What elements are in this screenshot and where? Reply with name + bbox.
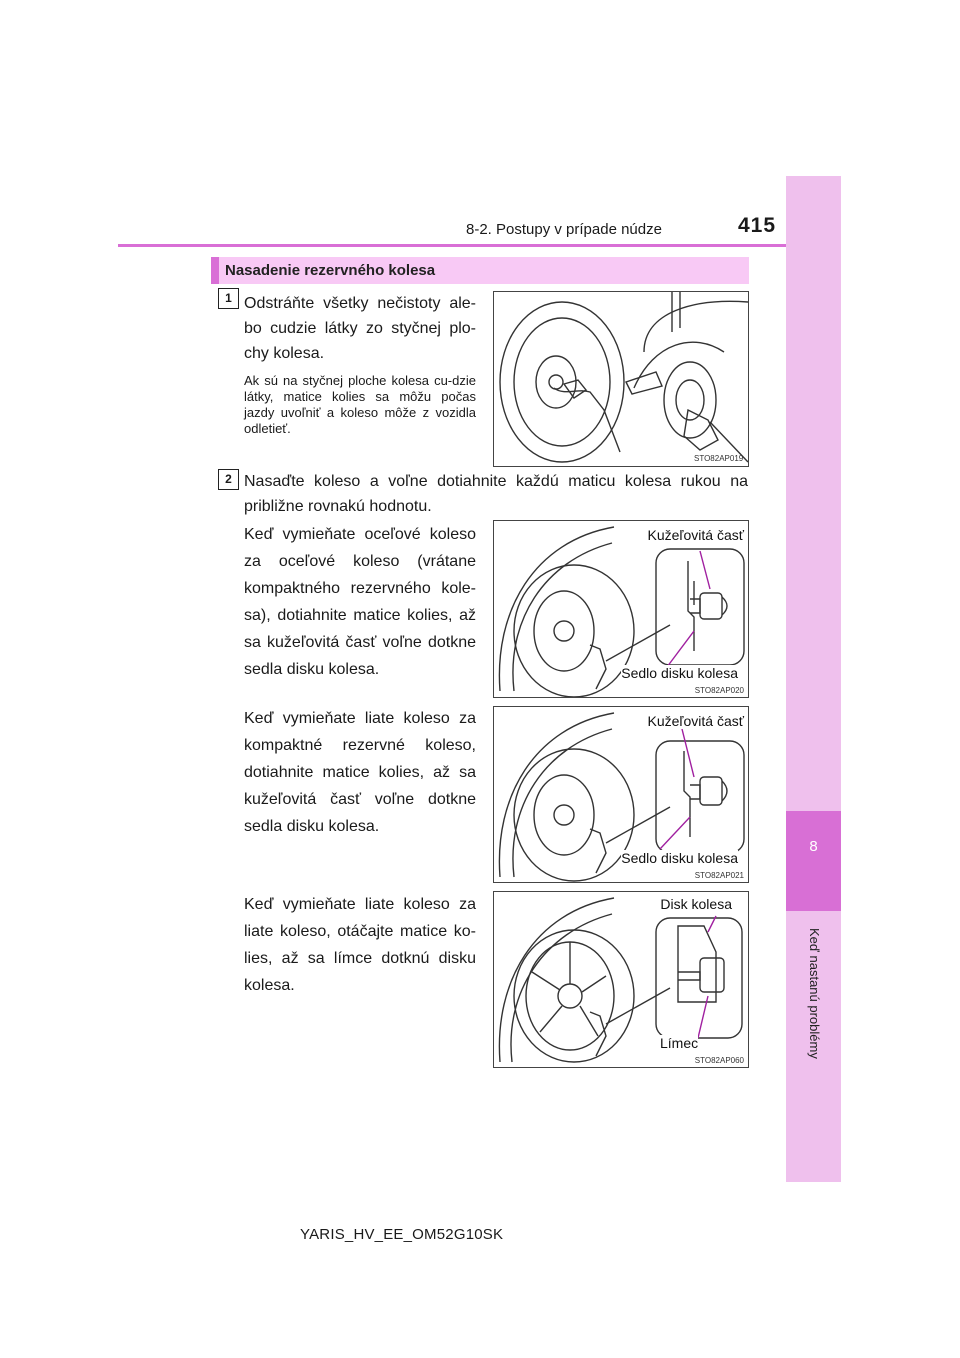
section-heading: Nasadenie rezervného kolesa — [225, 262, 436, 279]
figure-2-code: STO82AP020 — [694, 686, 744, 695]
header-rule — [118, 244, 786, 247]
label-seat: Sedlo disku kolesa — [621, 850, 738, 866]
figure-alloy-to-compact — [493, 706, 749, 883]
label-wheel-disc: Disk kolesa — [660, 896, 732, 912]
label-cone: Kužeľovitá časť — [647, 527, 744, 543]
step-2-text: Nasaďte koleso a voľne dotiahnite každú maticu kolesa rukou na približne rovnakú hodnotu. — [244, 473, 748, 515]
alloy-to-alloy-instruction: Keď vymieňate liate koleso za liate koleso, otáčajte matice ko-lies, až sa límce dotknú disku kolesa. — [244, 896, 476, 994]
step-1-badge: 1 — [218, 288, 239, 309]
label-collar: Límec — [660, 1035, 699, 1051]
step-2-badge: 2 — [218, 469, 239, 490]
alloy-wheel-illustration — [494, 892, 748, 1067]
document-code: YARIS_HV_EE_OM52G10SK — [300, 1226, 504, 1243]
label-cone: Kužeľovitá časť — [647, 713, 744, 729]
steel-wheel-instruction: Keď vymieňate oceľové koleso za oceľové koleso (vrátane kompaktného rezervného kole-sa), dotiahnite matice kolies, až sa kužeľovitá časť voľne dotkne sedla disku kolesa. — [244, 526, 476, 678]
wheel-cleaning-illustration — [494, 292, 748, 466]
label-seat: Sedlo disku kolesa — [621, 665, 738, 681]
section-title: 8-2. Postupy v prípade núdze — [466, 221, 662, 238]
step-1-text: Odstráňte všetky nečistoty ale-bo cudzie látky zo styčnej plo-chy kolesa. — [244, 295, 476, 362]
figure-4-code: STO82AP060 — [694, 1056, 744, 1065]
chapter-title: Keď nastanú problémy — [807, 928, 822, 1059]
page-number: 415 — [738, 214, 777, 237]
alloy-to-compact-instruction: Keď vymieňate liate koleso za kompaktné rezervné koleso, dotiahnite matice kolies, až sa kužeľovitá časť voľne dotkne sedla disku kolesa. — [244, 710, 476, 835]
step-1-note: Ak sú na styčnej ploche kolesa cu-dzie látky, matice kolies sa môžu počas jazdy uvoľniť a koleso môže z vozidla odletieť. — [244, 373, 476, 436]
chapter-number: 8 — [809, 838, 818, 855]
figure-alloy-to-alloy — [493, 891, 749, 1068]
figure-1-code: STO82AP019 — [694, 454, 744, 463]
figure-clean-hub — [493, 291, 749, 467]
section-heading-accent — [211, 257, 219, 284]
side-tab-chapter-block — [786, 811, 841, 911]
figure-3-code: STO82AP021 — [694, 871, 744, 880]
figure-steel-wheel — [493, 520, 749, 698]
